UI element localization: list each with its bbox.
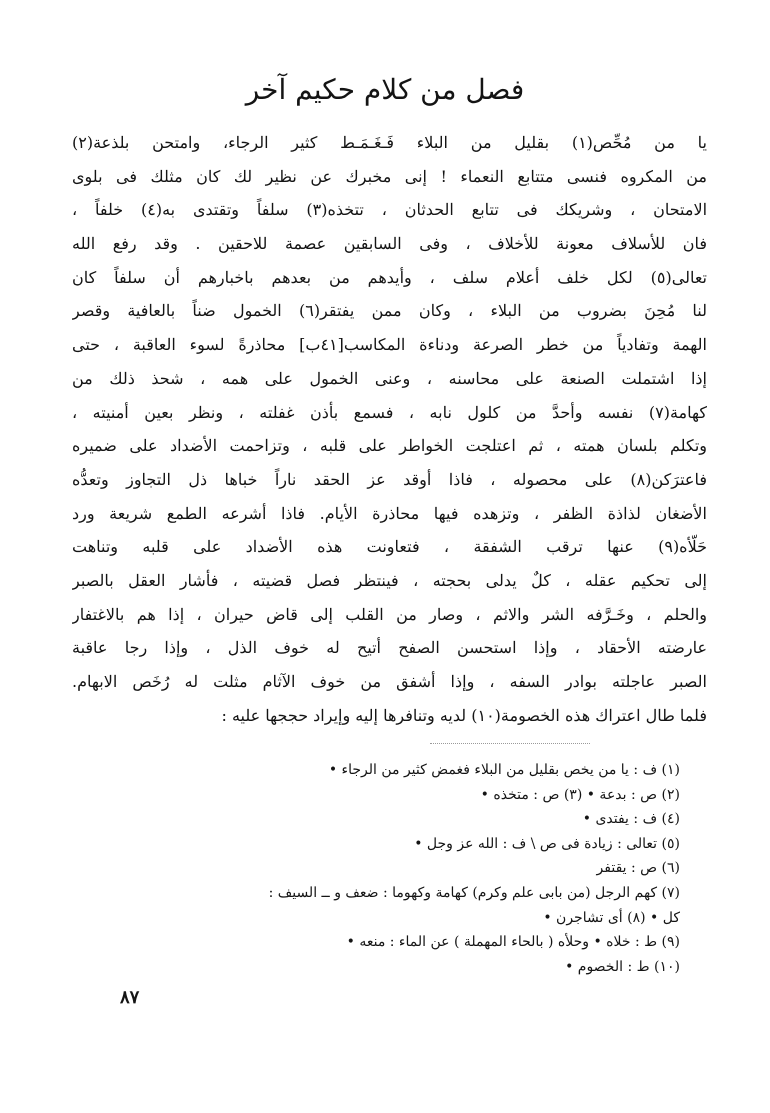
text-line: الصبر عاجلته بوادر السفه ، وإذا أشفق من خوف الآثام مثلت له رُخَص الابهام.: [72, 672, 707, 691]
footnote: (٦) ص : يقتفر: [596, 860, 680, 877]
section-title: فصل من كلام حكيم آخر: [245, 73, 525, 106]
footnote: (١٠) ط : الخصوم •: [565, 958, 680, 975]
page-number: ٨٧: [120, 987, 140, 1008]
text-line: والحلم ، وخَـرَّفه الشر والاثم ، وصار من القلب إلى قاض حيران ، إذا هم بالاغتفار: [72, 604, 707, 624]
text-line: الأضغان لذاذة الظفر ، وتزهده فيها محاذرة الأيام. فاذا أشرعه الطمع شريعة ورد: [72, 503, 707, 523]
text-line: إذا اشتملت الصنعة على محاسنه ، وعنى الخمول على همه ، شحذ ذلك من: [72, 368, 707, 388]
text-line: من المكروه فنسى متتابع النعماء ! إنى مخبرك عن نظير لك كان مثلك فى بلوى: [72, 166, 707, 186]
footnote: (٧) كهم الرجل (من بابى علم وكرم) كهامة وكهوما : ضعف و ــ السيف :: [268, 884, 680, 901]
footnote: (٥) تعالى : زيادة فى ص \ ف : الله عز وجل •: [414, 835, 680, 852]
footnote: (١) ف : يا من يخص بقليل من البلاء فغمض كثير من الرجاء •: [328, 762, 680, 778]
text-line: تعالى(٥) لكل خلف أعلام سلف ، وأيدهم من بعدهم باخبارهم أن سلفاً كان: [72, 267, 707, 287]
text-line: فلما طال اعتراك هذه الخصومة(١٠) لديه وتنافرها إليه وإيراد حججها عليه :: [221, 705, 707, 725]
text-line: حَلّأه(٩) عنها ترقب الشفقة ، فتعاونت هذه الأضداد على قلبه وتناهت: [72, 537, 707, 557]
text-line: وتكلم بلسان همته ، ثم اعتلجت الخواطر على قلبه ، وتزاحمت الأضداد على ضميره: [72, 436, 707, 456]
text-line: لنا مُحِنَ بضروب من البلاء ، وكان ممن يفتقر(٦) الخمول ضناً بالعافية وقصر: [72, 301, 707, 321]
body-text: [72, 126, 707, 732]
text-line: يا من مُحِّص(١) بقليل من البلاء فَـغَـمَـط كثير الرجاء، وامتحن بلذعة(٢): [72, 133, 707, 152]
footnotes: [80, 758, 680, 979]
footnote-separator: [430, 743, 590, 744]
footnote: (٢) ص : بدعة • (٣) ص : متخذه •: [480, 786, 680, 803]
text-line: فاعترَكن(٨) على محصوله ، فاذا أوقد عز الحقد ناراً خباها ذل التجاوز وتعدُّه: [72, 469, 707, 489]
text-line: عارضته الأحقاد ، وإذا استحسن الصفح أتيح له خوف الذل ، وإذا رجا عاقبة: [72, 638, 707, 658]
text-line: كهامة(٧) نفسه وأحدَّ من كلول نابه ، فسمع بأذن غفلته ، ونظر بعين أمنيته ،: [72, 402, 707, 422]
text-line: فان للأسلاف معونة للأخلاف ، وفى السابقين عصمة للاحقين . وقد رفع الله: [72, 234, 707, 254]
footnote: كل • (٨) أى تشاجرن •: [543, 909, 680, 926]
footnote: (٤) ف : يفتدى •: [582, 811, 680, 828]
text-line: إلى تحكيم عقله ، كلٌ يدلى بحجته ، فينتظر فصل قضيته ، فأشار العقل بالصبر: [72, 570, 707, 590]
text-line: الامتحان ، وشريكك فى تتابع الحدثان ، تتخذه(٣) سلفاً وتقتدى به(٤) خلفاً ،: [72, 200, 707, 220]
footnote: (٩) ط : خلاه • وحلأه ( بالحاء المهملة ) عن الماء : منعه •: [346, 934, 680, 951]
text-line: الهمة وتفادياً من خطر الصرعة ودناءة المكاسب[٤١ب] محاذرةً لسوء العاقبة ، حتى: [72, 335, 707, 355]
